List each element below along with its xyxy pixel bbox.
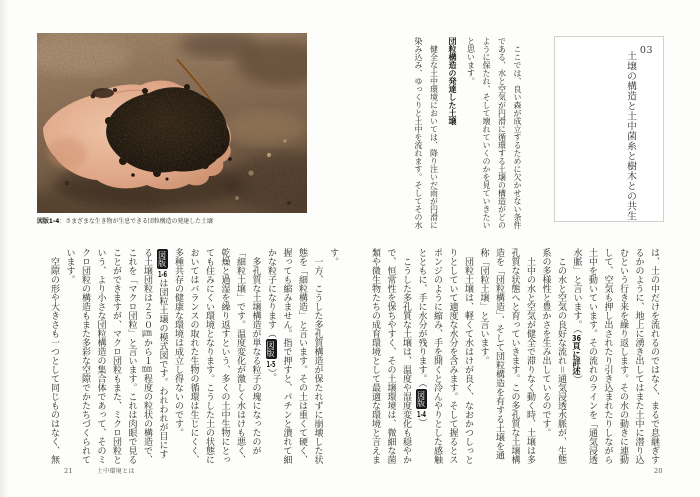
photo-caption [37,216,323,225]
body-text-right-page [366,248,661,465]
footer-right [654,467,663,475]
paragraph: は、土の中だけを流れるのではなく、まるで息継ぎするかのように、地上に湧き出してはまた土中に潜り込むという行き来を繰り返します。その水の動きに連動して、空気も押し出されたり引き込まれたりしながら土中を動いています。その流れのラインを「通気浸透水脈」と言います。（36頁に詳述） [571,248,659,464]
page-number: 20 [654,467,663,475]
intro-text-right-page [399,37,525,231]
figure-ref-box: 図版 [416,390,427,407]
inline-run: 36 [571,333,582,342]
paragraph: この水と空気の良好な流れ＝通気浸透水脈が、生態系の多様性と豊かさを生み出しているのです。 [540,248,566,465]
paragraph: 空隙の形や大きさも一つとして同じものはなく、無 [49,257,59,464]
inline-run: 1-6 [157,270,168,279]
inline-run: 1-5 [266,360,276,369]
figure-ref-box: 図版 [266,341,276,358]
figure-label: 図版1-4 [37,218,60,225]
paragraph: 一方、こうした多孔質構造が保たれずに崩壊した状態を「細粒構造」と言います。その土は重くて硬く、握っても縮みません。指で押すと、パチンと潰れて細かな粒子になります（図版1-5）。 [266,248,323,464]
caption-text: さまざまな生き物が生息できる団粒構造の発達した土壌 [65,218,213,225]
paragraph: 図版1-6は団粒土壌の模式図です。われわれが目にする土壌団粒は２５０μmから１mm程度の粒状の構造で、これを「マクロ団粒」と言います。これは肉眼で見ることができますが、マクロ団粒もまた、ミクロ団粒という、より小さな団粒構造の集合体であって、そのミクロ団粒の構造もまた多彩な空隙でかたちづくられています。 [64,248,168,464]
paragraph: 健全な土中環境においては、降り注いだ雨が円滑に染み込み、ゆっくりと土中を流れます。そしてその水 [414,37,439,229]
chapter-title: 土壌の構造と土中菌糸と樹木との共生 [625,51,636,221]
soil-photo [37,33,307,213]
figure-ref-box: 図版 [157,251,168,268]
paragraph: こうした多孔質な土壌は、温度や湿度変化も穏やかで、恒常性を保ちやすく、その土壌環境は、微細な菌類や微生物たちの成育環境として最適な環境と言えま [370,248,411,464]
paragraph: ここでは、良い森が成立するために欠かせない条件である、水と空気が円滑に循環する土壌の構造がどのように保たれ、そして壊れていくのかを見ていきたいと思います。 [466,37,522,229]
body-text-left-page [28,248,340,465]
paragraph: 多孔質な土壌構造が単なる粒子の塊になったのが「細粒土壌」です。温度変化が激しく水はけも悪く、乾燥と過湿を繰り返すという、多くの土中生物にとっても住みにくい環境となります。こうした土の状態においてはバランスの取れた生物の循環は生じにくく、多種共存の健康な環境は成立し得ないのです。 [173,248,261,464]
caption-separator: ： [59,218,66,225]
chapter-number: 03 [639,45,653,56]
running-section-title: 土中環境とは [96,468,135,475]
inline-run: μm [142,329,152,338]
inline-run: 頁に詳述 [571,341,582,375]
section-heading: 団粒構造の発達した土壌 [448,37,457,125]
paragraph: す。 [328,248,338,266]
paragraph: 団粒土壌は、軽くて水はけが良く、なおかつしっとりとしていて適度な水分を含みます。そして握るとスポンジのように縮み、手を開くと冷んやりとした感触とともに、手に水分が残ります。（図版1-4） [416,248,473,464]
inline-run: 1-4 [416,409,427,418]
chapter-title-box [554,36,664,222]
footer-left [64,466,135,475]
page-right [350,0,700,497]
page-number: 21 [64,467,73,475]
inline-run: mm [142,365,152,374]
paragraph: 土中の水と空気が健全で滞りなく動く時、土壌は多孔質な状態へと育っていきます。この多孔質な土壌構造を「団粒構造」、そして団粒構造を有する土壌を通称「団粒土壌」と言います。 [478,248,535,464]
soil-photo-illustration [37,33,307,213]
